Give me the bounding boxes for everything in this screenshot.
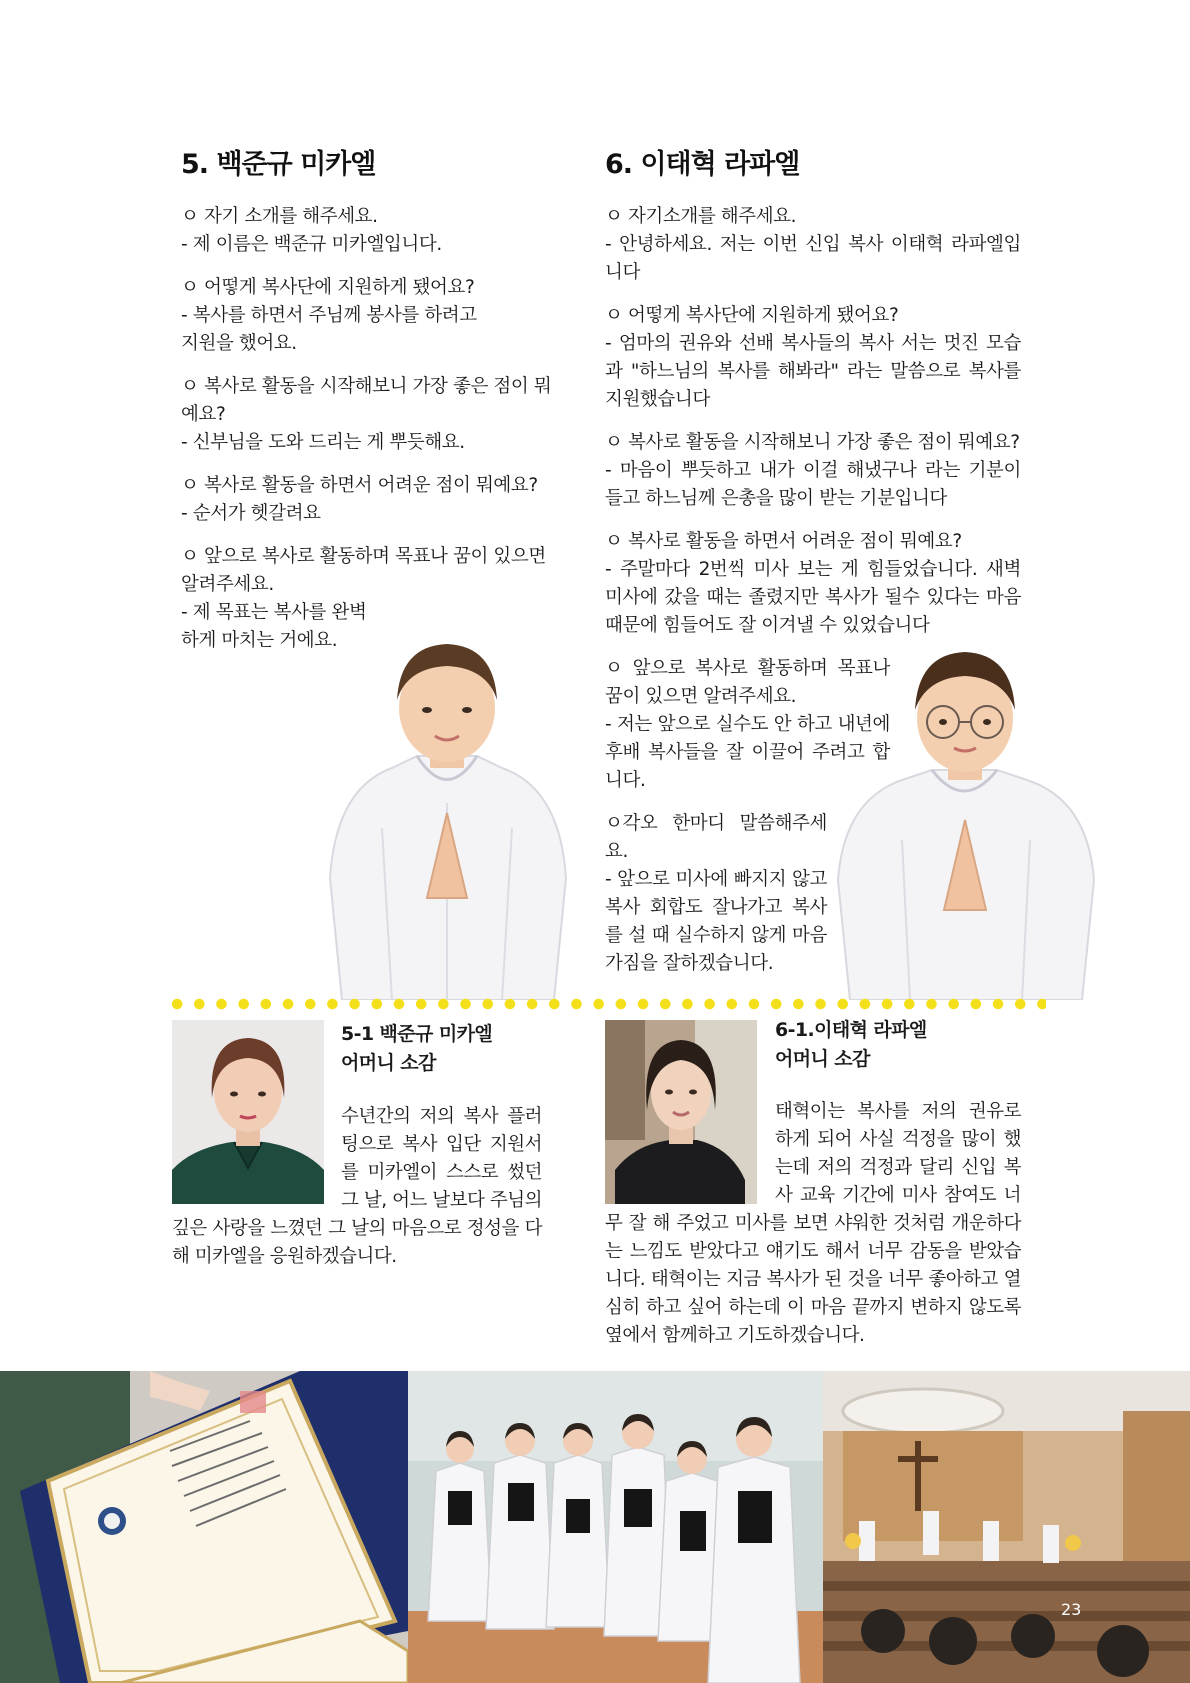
dotted-divider: [166, 998, 1046, 1010]
qa-item: [181, 274, 556, 358]
qa-item: [605, 203, 1021, 287]
answer: - 순서가 헷갈려요: [181, 503, 321, 524]
qa-item: [605, 302, 1021, 414]
mother-baek-text: [172, 1103, 542, 1271]
qa-item: [605, 528, 1021, 640]
question: ㅇ 복사로 활동을 시작해보니 가장 좋은 점이 뭐예요?: [605, 432, 1020, 453]
qa-list-baek: [181, 203, 556, 670]
question: ㅇ 복사로 활동을 하면서 어려운 점이 뭐예요?: [181, 475, 538, 496]
question: ㅇ 앞으로 복사로 활동하며 목표나 꿈이 있으면 알려주세요.: [605, 658, 890, 707]
answer: - 엄마의 권유와 선배 복사들의 복사 서는 멋진 모습과 "하느님의 복사를 해봐라" 라는 말씀으로 복사를 지원했습니다: [605, 333, 1021, 410]
answer: - 복사를 하면서 주님께 봉사를 하려고 지원을 했어요.: [181, 305, 477, 354]
question: ㅇ 자기소개를 해주세요.: [605, 206, 797, 227]
section-title-baek: 5. 백준규 미카엘: [181, 149, 376, 180]
answer: - 저는 앞으로 실수도 안 하고 내년에 후배 복사들을 잘 이끌어 주려고 합니다.: [605, 714, 890, 791]
question: ㅇ 복사로 활동을 하면서 어려운 점이 뭐예요?: [605, 531, 962, 552]
mother-lee-text-body: 태혁이는 복사를 저의 권유로 하게 되어 사실 걱정을 많이 했는데 저의 걱정과 달리 신입 복사 교육 기간에 미사 참여도 너무 잘 해 주었고 미사를 보면 샤워한 것처럼 개운하다는 느낌도 받았다고 얘기도 해서 너무 감동을 받았습니다. 태혁이는 지금 복사가 된 것을 너무 좋아하고 열심히 하고 싶어 하는데 이 마음 끝까지 변하지 않도록 옆에서 함께하고 기도하겠습니다.: [605, 1101, 1021, 1346]
page-number: 23: [1061, 1600, 1082, 1619]
question: ㅇ 복사로 활동을 시작해보니 가장 좋은 점이 뭐예요?: [181, 376, 552, 425]
qa-item: [605, 810, 827, 978]
question: ㅇ 자기 소개를 해주세요.: [181, 206, 378, 227]
certificate-photo: [0, 1371, 408, 1683]
qa-item: [181, 373, 556, 457]
float-spacer: [605, 1098, 775, 1210]
mother-baek-text-body: 수년간의 저의 복사 플러팅으로 복사 입단 지원서를 미카엘이 스스로 썼던 그 날, 어느 날보다 주님의 깊은 사랑을 느꼈던 그 날의 마음으로 정성을 다해 미카엘을 응원하겠습니다.: [172, 1106, 542, 1267]
question: ㅇ 앞으로 복사로 활동하며 목표나 꿈이 있으면 알려주세요.: [181, 546, 546, 595]
answer: - 안녕하세요. 저는 이번 신입 복사 이태혁 라파엘입니다: [605, 234, 1021, 283]
answer: - 제 이름은 백준규 미카엘입니다.: [181, 234, 442, 255]
question: ㅇ각오 한마디 말씀해주세요.: [605, 813, 827, 862]
question: ㅇ 어떻게 복사단에 지원하게 됐어요?: [605, 305, 899, 326]
qa-item: [181, 203, 556, 259]
mother-lee-title: 6-1.이태혁 라파엘 어머니 소감: [775, 1019, 927, 1070]
answer: - 주말마다 2번씩 미사 보는 게 힘들었습니다. 새벽 미사에 갔을 때는 졸렸지만 복사가 될수 있다는 마음 때문에 힘들어도 잘 이겨낼 수 있었습니다: [605, 559, 1021, 636]
altar-boy-baek-photo: [322, 628, 572, 1000]
church-mass-photo: [823, 1371, 1190, 1683]
mother-lee-text: [605, 1098, 1021, 1350]
answer: - 신부님을 도와 드리는 게 뿌듯해요.: [181, 432, 465, 453]
altar-servers-group-photo: [408, 1371, 823, 1683]
section-title-lee: 6. 이태혁 라파엘: [605, 149, 800, 180]
altar-boy-lee-photo: [832, 640, 1100, 1000]
answer: - 마음이 뿌듯하고 내가 이걸 해냈구나 라는 기분이 들고 하느님께 은총을 많이 받는 기분입니다: [605, 460, 1021, 509]
qa-item: [181, 472, 556, 528]
question: ㅇ 어떻게 복사단에 지원하게 됐어요?: [181, 277, 475, 298]
answer: - 제 목표는 복사를 완벽하게 마치는 거에요.: [181, 602, 367, 651]
qa-item: [605, 429, 1021, 513]
float-spacer: [172, 1103, 341, 1209]
answer: - 앞으로 미사에 빠지지 않고 복사 회합도 잘나가고 복사를 설 때 실수하지 않게 마음가짐을 잘하겠습니다.: [605, 869, 827, 974]
mother-baek-title: 5-1 백준규 미카엘 어머니 소감: [341, 1023, 493, 1074]
